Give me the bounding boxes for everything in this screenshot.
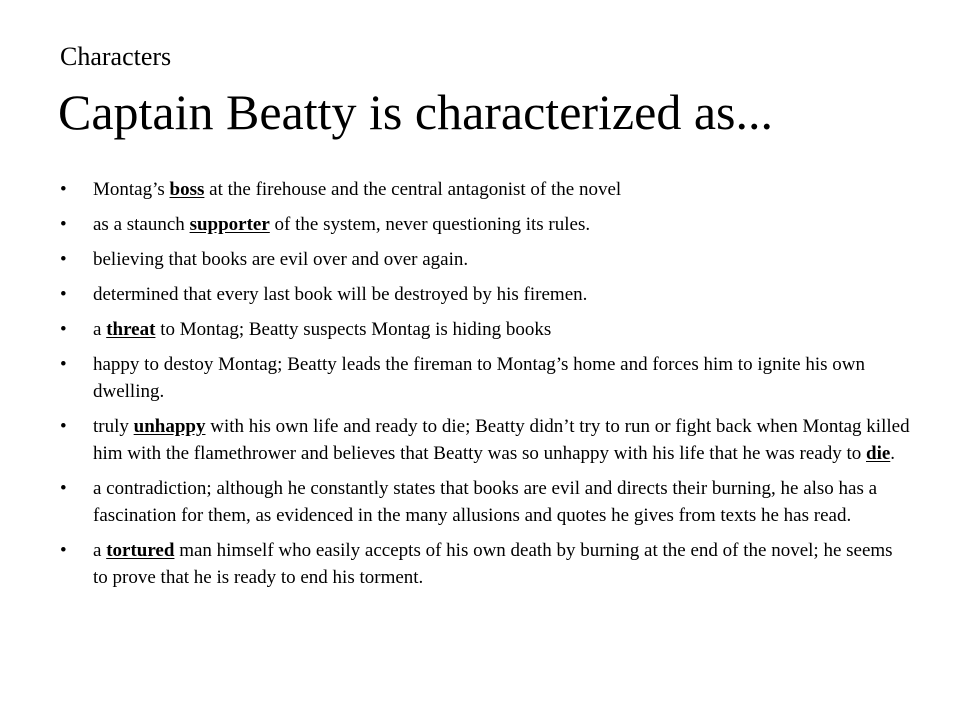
slide-title: Captain Beatty is characterized as...: [58, 84, 773, 140]
bullet-text: of the system, never questioning its rules.: [269, 214, 591, 235]
bullet-text: a: [93, 540, 107, 561]
bullet-dot-icon: •: [60, 540, 67, 561]
bullet-item-books-evil: [60, 246, 910, 273]
bullet-item-boss: [60, 176, 910, 203]
bullet-text: a: [93, 319, 107, 340]
keyword-tortured: tortured: [106, 540, 175, 561]
bullet-text: .: [890, 443, 896, 464]
bullet-text: man himself who easily accepts of his own death by burning at the end of the novel; he seems to prove that he is ready to end his torment.: [93, 540, 893, 588]
bullet-dot-icon: •: [60, 284, 67, 305]
bullet-dot-icon: •: [60, 354, 67, 375]
keyword-supporter: supporter: [189, 214, 270, 235]
keyword-boss: boss: [169, 179, 205, 200]
bullet-text: to Montag; Beatty suspects Montag is hiding books: [155, 319, 552, 340]
bullet-text: Montag’s: [93, 179, 170, 200]
bullet-dot-icon: •: [60, 478, 67, 499]
bullet-text: happy to destoy Montag; Beatty leads the fireman to Montag’s home and forces him to ignite his own dwelling.: [93, 354, 865, 402]
bullet-text: at the firehouse and the central antagonist of the novel: [204, 179, 622, 200]
bullet-text: a contradiction; although he constantly states that books are evil and directs their burning, he also has a fascination for them, as evidenced in the many allusions and quotes he gives from texts he has read.: [93, 478, 878, 526]
bullet-item-tortured: [60, 537, 910, 591]
slide-subtitle: Characters: [60, 42, 172, 71]
bullet-item-contradiction: [60, 475, 910, 529]
bullet-dot-icon: •: [60, 319, 67, 340]
bullet-item-threat: [60, 316, 910, 343]
bullet-text: truly: [93, 416, 134, 437]
keyword-threat: threat: [106, 319, 156, 340]
bullet-text: with his own life and ready to die; Beatty didn’t try to run or fight back when Montag killed him with the flamethrower and believes that Beatty was so unhappy with his life that he was ready to: [93, 416, 910, 464]
bullet-dot-icon: •: [60, 179, 67, 200]
keyword-unhappy: unhappy: [133, 416, 206, 437]
bullet-dot-icon: •: [60, 249, 67, 270]
bullet-text: as a staunch: [93, 214, 190, 235]
bullet-item-supporter: [60, 211, 910, 238]
bullet-text: believing that books are evil over and over again.: [93, 249, 469, 270]
keyword-die: die: [866, 443, 891, 464]
bullet-text: determined that every last book will be destroyed by his firemen.: [93, 284, 588, 305]
bullet-dot-icon: •: [60, 214, 67, 235]
bullet-item-unhappy: [60, 413, 910, 467]
bullet-dot-icon: •: [60, 416, 67, 437]
bullet-item-determined: [60, 281, 910, 308]
bullet-list: [60, 176, 910, 599]
bullet-item-happy-destroy: [60, 351, 910, 405]
